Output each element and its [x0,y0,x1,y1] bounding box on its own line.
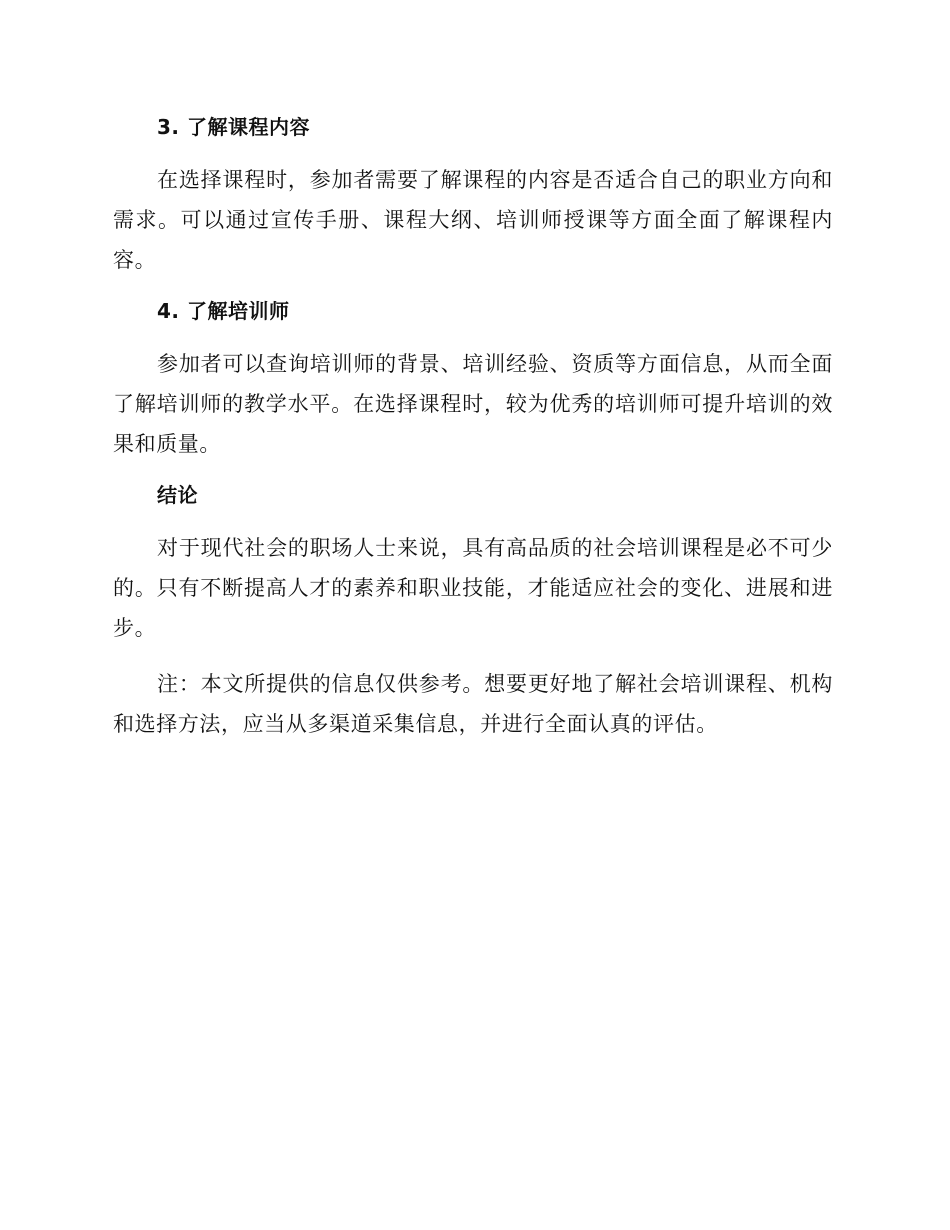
section-heading-course-content: 3. 了解课程内容 [157,115,310,139]
section-paragraph-conclusion: 对于现代社会的职场人士来说，具有高品质的社会培训课程是必不可少的。只有不断提高人才的素养和职业技能，才能适应社会的变化、进展和进步。 [113,536,833,640]
section-heading-trainer: 4. 了解培训师 [157,299,290,323]
note-paragraph: 注：本文所提供的信息仅供参考。想要更好地了解社会培训课程、机构和选择方法，应当从多渠道采集信息，并进行全面认真的评估。 [113,672,833,736]
section-paragraph-course-content: 在选择课程时，参加者需要了解课程的内容是否适合自己的职业方向和需求。可以通过宣传手册、课程大纲、培训师授课等方面全面了解课程内容。 [113,168,833,272]
section-paragraph-trainer: 参加者可以查询培训师的背景、培训经验、资质等方面信息，从而全面了解培训师的教学水平。在选择课程时，较为优秀的培训师可提升培训的效果和质量。 [113,352,833,456]
section-heading-conclusion: 结论 [157,483,198,507]
document-body [113,112,833,744]
